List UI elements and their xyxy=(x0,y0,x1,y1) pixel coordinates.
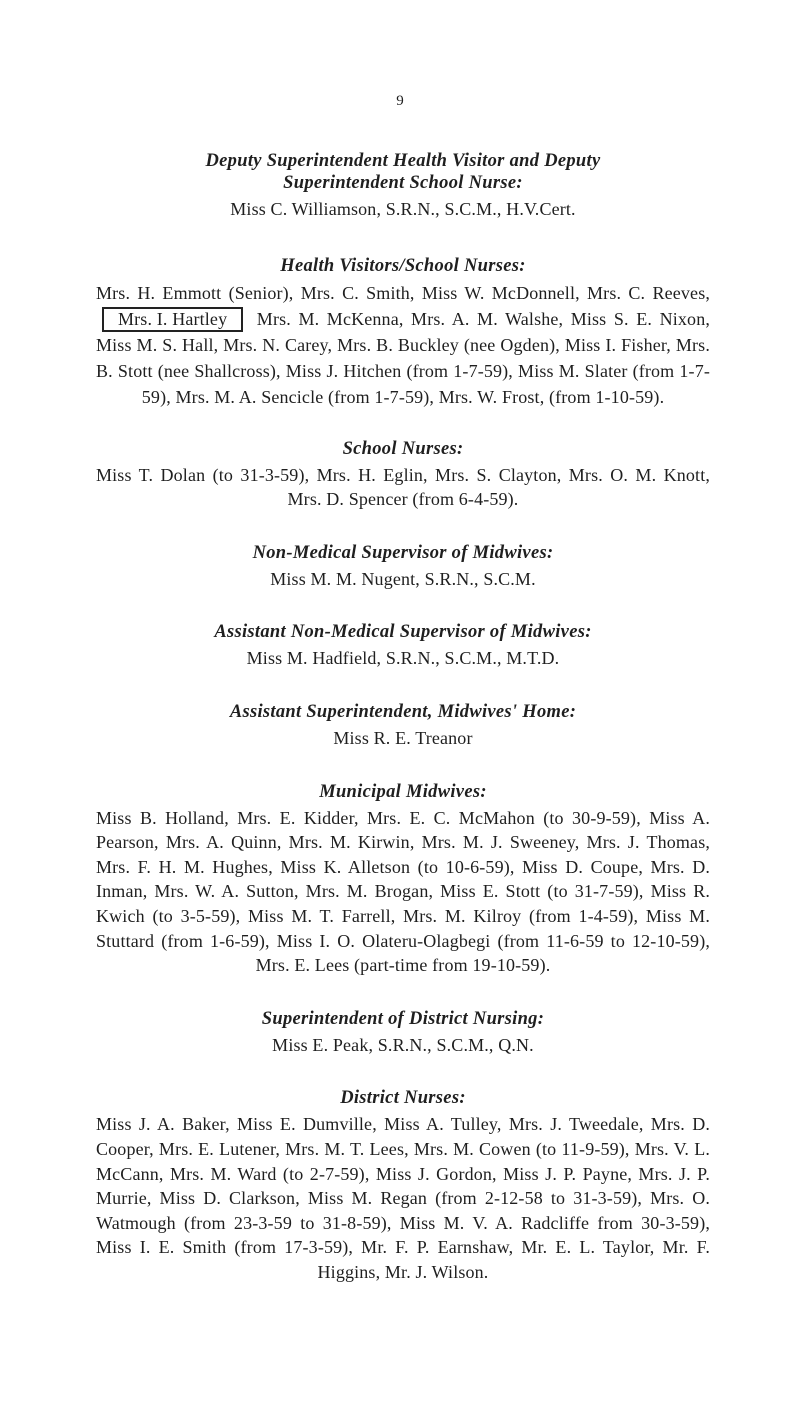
staff-list xyxy=(96,150,710,1284)
section-body: Miss M. Hadfield, S.R.N., S.C.M., M.T.D. xyxy=(246,648,560,669)
heading-line-1: Deputy Superintendent Health Visitor and Deputy xyxy=(205,151,601,171)
boxed-name: Mrs. I. Hartley xyxy=(102,307,243,332)
body-after-box: Mrs. M. McKenna, Mrs. A. M. Walshe, Miss S. E. Nixon, Miss M. S. Hall, Mrs. N. Carey, Mrs. B. Buckley (nee Ogden), Miss I. Fisher, Mrs. B. Stott (nee Shallcross), Miss J. Hitchen (from 1-7-59), Miss M. Slater (from 1-7-59), Mrs. M. A. Sencicle (from 1-7-59), Mrs. W. Frost, (from 1-10-59). xyxy=(96,308,710,407)
heading-line-2: Superintendent School Nurse: xyxy=(283,173,523,193)
section-assistant-supervisor xyxy=(96,621,710,671)
section-body: Miss C. Williamson, S.R.N., S.C.M., H.V.Cert. xyxy=(230,199,576,219)
section-body: Miss T. Dolan (to 31-3-59), Mrs. H. Eglin, Mrs. S. Clayton, Mrs. O. M. Knott, Mrs. D. Spencer (from 6-4-59). xyxy=(96,464,710,510)
section-heading: Non-Medical Supervisor of Midwives: xyxy=(252,542,554,563)
section-non-medical-supervisor xyxy=(96,542,710,592)
section-district-nurses xyxy=(96,1087,710,1284)
section-heading: Superintendent of District Nursing: xyxy=(261,1008,545,1029)
section-school-nurses xyxy=(96,438,710,512)
section-municipal-midwives xyxy=(96,781,710,978)
section-heading: Assistant Non-Medical Supervisor of Midwives: xyxy=(214,622,592,643)
section-heading: Municipal Midwives: xyxy=(319,781,487,802)
page-number: 9 xyxy=(396,93,404,109)
section-body xyxy=(96,280,710,410)
section-body: Miss J. A. Baker, Miss E. Dumville, Miss A. Tulley, Mrs. J. Tweedale, Mrs. D. Cooper, Mrs. E. Lutener, Mrs. M. T. Lees, Mrs. M. Cowen (to 11-9-59), Mrs. V. L. McCann, Mrs. M. Ward (to 2-7-59), Miss J. Gordon, Miss J. P. Payne, Mrs. J. P. Murrie, Miss D. Clarkson, Miss M. Regan (from 2-12-58 to 31-3-59), Mrs. O. Watmough (from 23-3-59 to 31-8-59), Miss M. V. A. Radcliffe from 30-3-59), Miss I. E. Smith (from 17-3-59), Mr. F. P. Earnshaw, Mr. E. L. Taylor, Mr. F. Higgins, Mr. J. Wilson. xyxy=(96,1114,710,1282)
section-body: Miss B. Holland, Mrs. E. Kidder, Mrs. E. C. McMahon (to 30-9-59), Miss A. Pearson, Mrs. A. Quinn, Mrs. M. Kirwin, Mrs. M. J. Sweeney, Mrs. J. Thomas, Mrs. F. H. M. Hughes, Miss K. Alletson (to 10-6-59), Miss D. Coupe, Mrs. D. Inman, Mrs. W. A. Sutton, Mrs. M. Brogan, Miss E. Stott (to 31-7-59), Miss R. Kwich (to 3-5-59), Miss M. T. Farrell, Mrs. M. Kilroy (from 1-4-59), Miss M. Stuttard (from 1-6-59), Miss I. O. Olateru-Olagbegi (from 11-6-59 to 12-10-59), Mrs. E. Lees (part-time from 19-10-59). xyxy=(96,807,710,976)
section-heading: Health Visitors/School Nurses: xyxy=(280,255,526,276)
section-heading xyxy=(96,150,710,194)
section-midwives-home xyxy=(96,701,710,751)
section-deputy-superintendent xyxy=(96,150,710,222)
body-before-box: Mrs. H. Emmott (Senior), Mrs. C. Smith, Miss W. McDonnell, Mrs. C. Reeves, xyxy=(96,282,710,303)
section-heading: Assistant Superintendent, Midwives' Home: xyxy=(229,701,577,722)
section-body: Miss R. E. Treanor xyxy=(333,727,473,748)
section-body: Miss M. M. Nugent, S.R.N., S.C.M. xyxy=(270,568,536,589)
section-heading: District Nurses: xyxy=(340,1088,466,1109)
section-district-nursing-superintendent xyxy=(96,1008,710,1058)
section-body: Miss E. Peak, S.R.N., S.C.M., Q.N. xyxy=(272,1034,534,1055)
section-health-visitors xyxy=(96,255,710,410)
section-heading: School Nurses: xyxy=(342,438,464,459)
